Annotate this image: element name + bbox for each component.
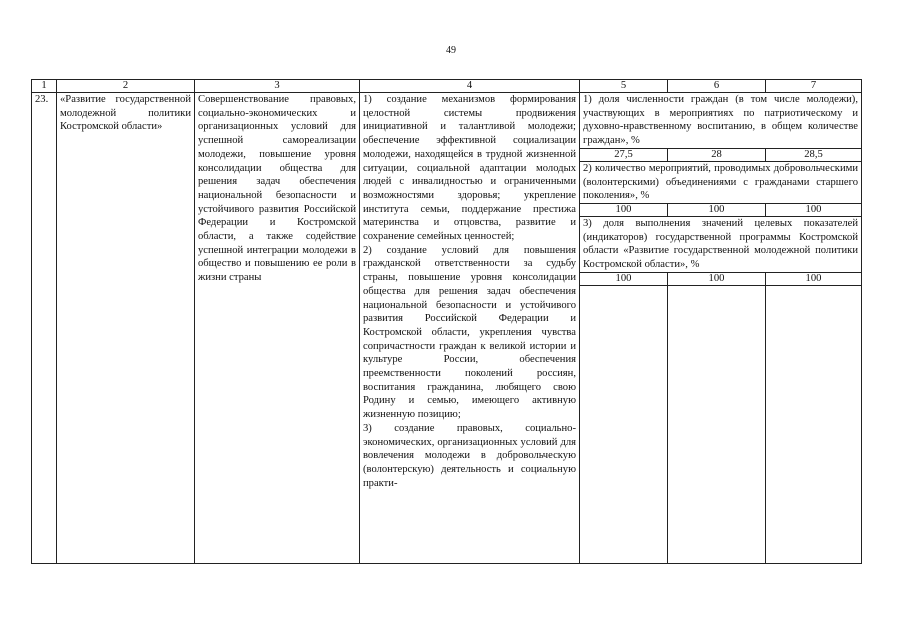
blank-cell xyxy=(766,285,862,563)
blank-cell xyxy=(580,285,668,563)
header-cell: 2 xyxy=(57,80,195,93)
indicator-text: 1) доля численности граждан (в том числе молодежи), участвующих в мероприятиях по патриотическому и духовно-нравственному воспитанию, в общем количестве граждан», % xyxy=(580,93,862,149)
indicator-value: 100 xyxy=(766,272,862,285)
header-cell: 3 xyxy=(195,80,360,93)
header-cell: 6 xyxy=(668,80,766,93)
table-row xyxy=(32,93,862,149)
indicator-value: 100 xyxy=(668,203,766,216)
indicator-value: 28 xyxy=(668,148,766,161)
task-item: 3) создание правовых, социально-экономических, организационных условий для вовлечения молодежи в добровольческую (волонтерскую) деятельность и социальную практи- xyxy=(363,422,576,489)
indicator-value: 100 xyxy=(766,203,862,216)
header-cell: 5 xyxy=(580,80,668,93)
header-cell: 4 xyxy=(360,80,580,93)
indicator-value: 100 xyxy=(668,272,766,285)
row-number: 23. xyxy=(32,93,57,564)
blank-cell xyxy=(668,285,766,563)
indicator-text: 2) количество мероприятий, проводимых добровольческими (волонтерскими) объединениями с гражданами старшего поколения», % xyxy=(580,161,862,203)
page-number: 49 xyxy=(446,45,456,56)
task-item: 1) создание механизмов формирования целостной системы продвижения инициативной и талантливой молодежи; обеспечение эффективной социализации молодежи, находящейся в трудной жизненной ситуации, социальной адаптации молодых людей с инвалидностью и ограниченными возможностями здоровья; укрепление института семьи, поддержание престижа материнства и отцовства, развитие и сохранение семейных ценностей; xyxy=(363,94,576,243)
program-table xyxy=(31,79,862,564)
program-name: «Развитие государственной молодежной политики Костромской области» xyxy=(57,93,195,564)
header-row xyxy=(32,80,862,93)
task-item: 2) создание условий для повышения гражданской ответственности за судьбу страны, повышение уровня консолидации общества для решения задач обеспечения национальной безопасности и устойчивого развития Российской Федерации и Костромской области, укрепления чувства сопричастности граждан к великой истории и культуре России, обеспечения преемственности поколений россиян, воспитания гражданина, любящего свою Родину и семью, имеющего активную жизненную позицию; xyxy=(363,244,576,421)
indicator-value: 100 xyxy=(580,272,668,285)
indicator-value: 27,5 xyxy=(580,148,668,161)
indicator-value: 100 xyxy=(580,203,668,216)
indicator-text: 3) доля выполнения значений целевых показателей (индикаторов) государственной программы Костромской области «Развитие государственной молодежной политики Костромской области», % xyxy=(580,216,862,272)
header-cell: 7 xyxy=(766,80,862,93)
header-cell: 1 xyxy=(32,80,57,93)
program-goal: Совершенствование правовых, социально-экономических и организационных условий для успешной самореализации молодежи, повышение уровня консолидации общества для решения задач обеспечения национальной безопасности и устойчивого развития Российской Федерации и Костромской области, а также содействие успешной интеграции молодежи в общество и повышению ее роли в жизни страны xyxy=(195,93,360,564)
indicator-value: 28,5 xyxy=(766,148,862,161)
program-tasks xyxy=(360,93,580,564)
